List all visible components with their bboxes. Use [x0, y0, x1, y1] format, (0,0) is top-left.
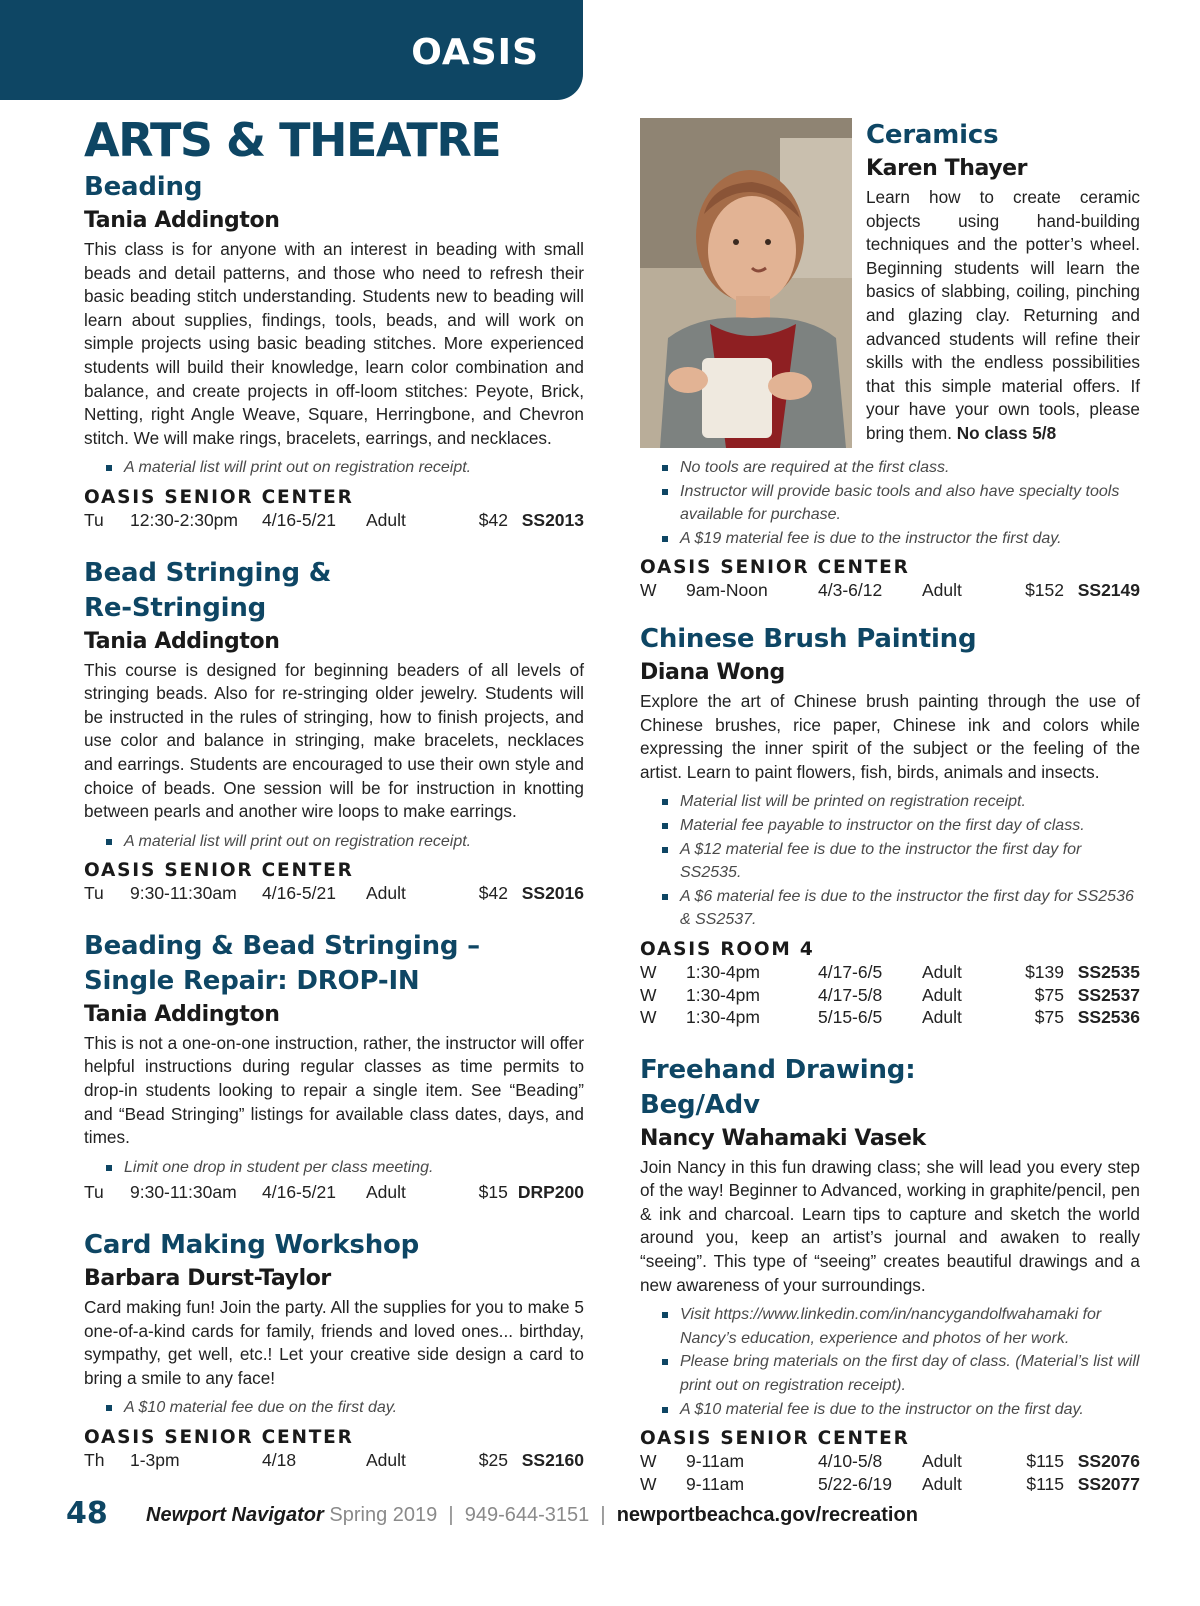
note-item: Material list will be printed on registration receipt. [662, 790, 1140, 814]
instructor-photo [640, 118, 852, 448]
location-label: OASIS SENIOR CENTER [84, 860, 354, 882]
note-item: A material list will print out on registration receipt. [106, 456, 584, 480]
note-item: Material fee payable to instructor on the first day of class. [662, 814, 1140, 838]
course-notes [106, 1396, 584, 1420]
schedule-table [84, 1181, 584, 1204]
course-title: Card Making Workshop [84, 1230, 420, 1261]
right-column [640, 118, 1140, 1519]
schedule-day: Tu [84, 1182, 104, 1203]
course-code: DRP200 [517, 1182, 584, 1203]
schedule-age: Adult [922, 580, 962, 601]
course-title-line: Bead Stringing & [84, 557, 332, 588]
course-notes [662, 456, 1140, 550]
location-label: OASIS SENIOR CENTER [640, 557, 910, 579]
season-label: Spring 2019 [329, 1504, 438, 1526]
schedule-day: W [640, 1007, 657, 1028]
course-notes [106, 456, 584, 480]
course-description: This class is for anyone with an interest in beading with small beads and detail patterns, and those who need to refresh their basic beading stitch understanding. Students new to beading will learn about supplies, findings, tools, beads, and will work on simple projects using basic beading stitches. More experienced students will build their knowledge, learn color combination and balance, and create projects in off-loom stitches: Peyote, Brick, Netting, right Angle Weave, Square, Herringbone, and Chevron stitch. We will make rings, bracelets, earrings, and necklaces. [84, 239, 584, 448]
left-column [84, 112, 584, 1496]
course-title-line: Re-Stringing [84, 592, 267, 623]
course-description [866, 186, 1140, 446]
course-title: Chinese Brush Painting [640, 623, 977, 654]
note-item: Visit https://www.linkedin.com/in/nancygandolfwahamaki for Nancy’s education, experience and photos of her work. [662, 1303, 1140, 1350]
schedule-day: W [640, 961, 657, 982]
ceramics-header [640, 118, 1140, 456]
schedule-dates: 4/16-5/21 [262, 1182, 336, 1203]
schedule-day: W [640, 580, 657, 601]
schedule-fee: $42 [478, 509, 508, 530]
course-title [84, 556, 584, 626]
description-text: Learn how to create ceramic objects using hand-building techniques and the potter’s wheel. Beginning students will learn the basics of slabbing, coiling, pinching and glazing clay. Returning and advanced students will refine their skills with the endless possibilities that this simple material offers. If your have your own tools, please bring them. [866, 187, 1140, 443]
course-ceramics [640, 118, 1140, 602]
schedule-dates: 4/17-6/5 [818, 961, 883, 982]
schedule-time: 1:30-4pm [686, 984, 760, 1005]
footer-separator: | [600, 1504, 606, 1526]
course-title-line: Freehand Drawing: [640, 1054, 916, 1085]
schedule-fee: $152 [1025, 580, 1064, 601]
course-description: This is not a one-on-one instruction, rather, the instructor will offer helpful instructions during regular classes as time permits to drop-in students looking to repair a single item. See “Beading” and “Bead Stringing” listings for available class dates, days, and times. [84, 1032, 584, 1148]
schedule-time: 9:30-11:30am [130, 1182, 237, 1203]
location-label: OASIS ROOM 4 [640, 938, 815, 960]
note-item: A $12 material fee is due to the instructor the first day for SS2535. [662, 838, 1140, 885]
schedule-dates: 4/10-5/8 [818, 1451, 883, 1472]
note-item: No tools are required at the first class. [662, 456, 1140, 480]
location-label: OASIS SENIOR CENTER [84, 486, 354, 508]
schedule-table [640, 1450, 1140, 1495]
course-code: SS2076 [1077, 1451, 1140, 1472]
schedule-time: 9-11am [686, 1451, 745, 1472]
note-item: A $19 material fee is due to the instructor the first day. [662, 527, 1140, 551]
schedule-row [640, 961, 1140, 984]
note-item: A material list will print out on registration receipt. [106, 830, 584, 854]
schedule-fee: $25 [478, 1450, 508, 1470]
schedule-day: Tu [84, 883, 104, 904]
schedule-dates: 4/3-6/12 [818, 580, 883, 601]
schedule-time: 1:30-4pm [686, 961, 760, 982]
schedule-dates: 4/16-5/21 [262, 883, 336, 904]
course-title-line: Single Repair: DROP-IN [84, 965, 420, 996]
schedule-row [640, 984, 1140, 1007]
schedule-time: 1:30-4pm [686, 1007, 760, 1028]
schedule-day: Tu [84, 509, 104, 530]
banner-title: OASIS [411, 32, 539, 73]
course-freehand-drawing [640, 1053, 1140, 1496]
course-notes [106, 1156, 584, 1180]
course-bead-stringing [84, 556, 584, 905]
no-class-note: No class 5/8 [956, 422, 1057, 443]
course-notes [662, 1303, 1140, 1421]
course-code: SS2536 [1077, 1007, 1140, 1028]
note-item: A $10 material fee due on the first day. [106, 1396, 584, 1420]
schedule-time: 1-3pm [130, 1450, 180, 1470]
course-title-line: Beading & Bead Stringing – [84, 930, 480, 961]
location-label: OASIS SENIOR CENTER [84, 1427, 354, 1448]
course-code: SS2077 [1077, 1473, 1140, 1494]
schedule-row [84, 509, 584, 532]
course-code: SS2537 [1077, 984, 1140, 1005]
course-description: Card making fun! Join the party. All the supplies for you to make 5 one-of-a-kind cards for family, friends and loved ones... birthday, sympathy, get well, etc.! Let your creative side design a card to bring a smile to any face! [84, 1297, 584, 1388]
schedule-fee: $115 [1026, 1451, 1064, 1472]
schedule-age: Adult [922, 1007, 962, 1028]
schedule-row [640, 1473, 1140, 1496]
instructor-name: Tania Addington [84, 208, 280, 233]
schedule-day: W [640, 1473, 657, 1494]
schedule-age: Adult [366, 883, 406, 904]
course-description: This course is designed for beginning beaders of all levels of stringing beads. Also for re-stringing older jewelry. Students will be instructed in the rules of stringing, how to finish projects, and use color and balance in stringing, make bracelets, necklaces and earrings. Students are encouraged to use their own style and choice of beads. One session will be for instruction in knotting between pearls and another wire loops to make earrings. [84, 659, 584, 822]
course-code: SS2535 [1077, 961, 1140, 982]
note-item: Instructor will provide basic tools and also have specialty tools available for purchase. [662, 480, 1140, 527]
schedule-age: Adult [922, 1451, 962, 1472]
instructor-name: Nancy Wahamaki Vasek [640, 1125, 926, 1151]
note-item: Limit one drop in student per class meeting. [106, 1156, 584, 1180]
schedule-table [84, 882, 584, 905]
course-title [84, 929, 584, 999]
page-number: 48 [66, 1496, 108, 1531]
course-description: Join Nancy in this fun drawing class; she will lead you every step of the way! Beginner to Advanced, working in graphite/pencil, pen & ink and charcoal. Learn tips to capture and sketch the world around you, keep an artist’s journal and awaken to really “seeing”. This type of “seeing” creates beautiful drawings and a new awareness of your surroundings. [640, 1156, 1140, 1295]
course-code: SS2160 [521, 1450, 584, 1470]
schedule-fee: $42 [478, 883, 508, 904]
schedule-day: W [640, 1451, 657, 1472]
schedule-row [640, 1006, 1140, 1029]
course-title: Beading [84, 172, 203, 202]
phone-number: 949-644-3151 [464, 1504, 590, 1526]
location-label: OASIS SENIOR CENTER [640, 1428, 910, 1450]
note-item: A $10 material fee is due to the instructor on the first day. [662, 1398, 1140, 1422]
instructor-name: Tania Addington [84, 1001, 280, 1027]
page-footer [0, 1496, 1200, 1536]
course-notes [106, 830, 584, 854]
course-title [640, 1053, 1140, 1123]
course-notes [662, 790, 1140, 932]
schedule-dates: 4/16-5/21 [262, 509, 336, 530]
schedule-fee: $115 [1026, 1473, 1064, 1494]
schedule-row [84, 882, 584, 905]
schedule-fee: $139 [1025, 961, 1064, 982]
course-code: SS2013 [521, 509, 584, 530]
schedule-row [84, 1449, 584, 1472]
course-code: SS2016 [521, 883, 584, 904]
schedule-age: Adult [366, 509, 406, 530]
schedule-dates: 5/22-6/19 [818, 1473, 892, 1494]
course-beading [84, 170, 584, 532]
ceramics-text [866, 118, 1140, 446]
schedule-age: Adult [922, 961, 962, 982]
header-banner [0, 0, 583, 100]
schedule-age: Adult [366, 1182, 406, 1203]
schedule-age: Adult [922, 984, 962, 1005]
schedule-dates: 4/18 [262, 1450, 297, 1470]
course-single-repair [84, 929, 584, 1204]
schedule-row [84, 1181, 584, 1204]
course-title: Ceramics [866, 120, 999, 150]
instructor-name: Barbara Durst-Taylor [84, 1266, 331, 1292]
course-description: Explore the art of Chinese brush painting through the use of Chinese brushes, rice paper, Chinese ink and colors while expressing the inner spirit of the subject or the feeling of the artist. Learn to paint flowers, fish, birds, animals and insects. [640, 690, 1140, 782]
schedule-age: Adult [366, 1450, 406, 1470]
schedule-table [640, 961, 1140, 1029]
schedule-table [84, 509, 584, 532]
schedule-age: Adult [922, 1473, 962, 1494]
course-code: SS2149 [1077, 580, 1140, 601]
schedule-time: 9am-Noon [686, 580, 768, 601]
schedule-fee: $75 [1034, 1007, 1064, 1028]
instructor-name: Tania Addington [84, 628, 280, 654]
schedule-fee: $15 [478, 1182, 508, 1203]
course-card-making [84, 1228, 584, 1472]
course-chinese-brush-painting [640, 622, 1140, 1029]
schedule-time: 12:30-2:30pm [130, 509, 238, 530]
instructor-name: Karen Thayer [866, 156, 1028, 181]
schedule-table [640, 579, 1140, 602]
schedule-row [640, 579, 1140, 602]
schedule-fee: $75 [1034, 984, 1064, 1005]
footer-line [146, 1504, 918, 1527]
schedule-time: 9:30-11:30am [130, 883, 237, 904]
schedule-dates: 5/15-6/5 [818, 1007, 883, 1028]
note-item: Please bring materials on the first day of class. (Material’s list will print out on registration receipt). [662, 1350, 1140, 1397]
schedule-table [84, 1449, 584, 1472]
footer-separator: | [448, 1504, 454, 1526]
instructor-photo-illustration [640, 118, 852, 448]
instructor-name: Diana Wong [640, 659, 785, 685]
note-item: A $6 material fee is due to the instructor the first day for SS2536 & SS2537. [662, 885, 1140, 932]
website-link[interactable]: newportbeachca.gov/recreation [616, 1504, 918, 1526]
schedule-day: Th [84, 1450, 105, 1470]
schedule-time: 9-11am [686, 1473, 745, 1494]
publication-name: Newport Navigator [146, 1504, 324, 1526]
schedule-row [640, 1450, 1140, 1473]
course-title-line: Beg/Adv [640, 1089, 760, 1120]
section-title: ARTS & THEATRE [84, 113, 501, 167]
schedule-day: W [640, 984, 657, 1005]
schedule-dates: 4/17-5/8 [818, 984, 883, 1005]
